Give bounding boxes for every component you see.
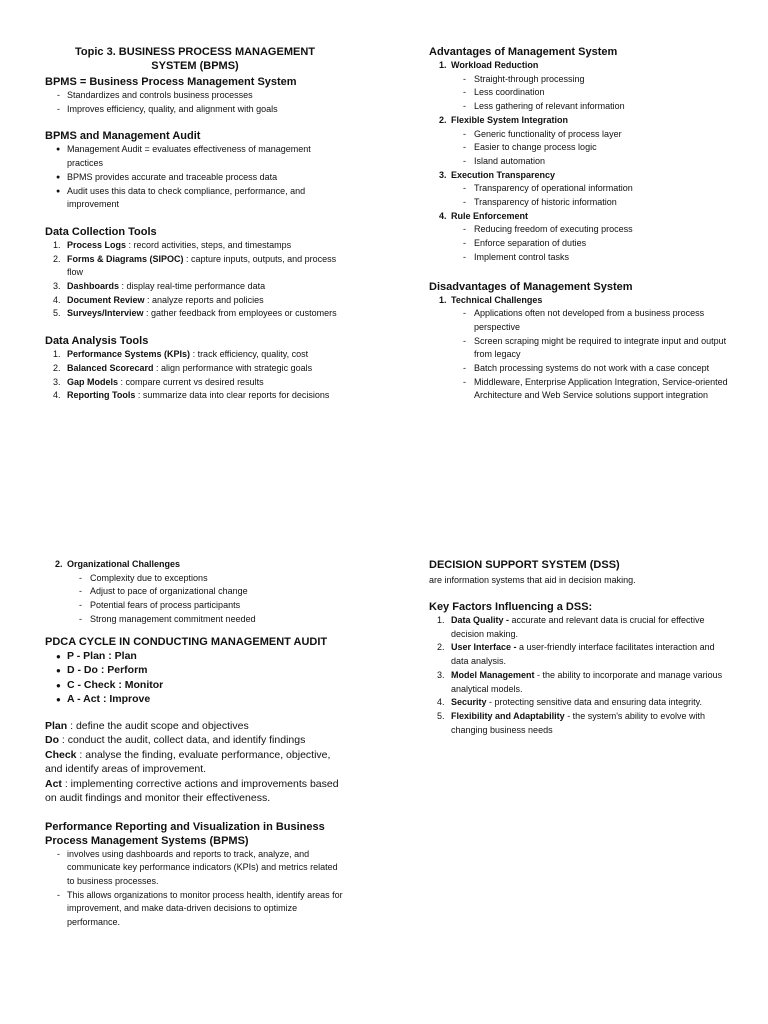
list-item: - Straight-through processing	[429, 73, 729, 87]
disadvantages-heading: Disadvantages of Management System	[429, 280, 633, 293]
pdca-definition: Do : conduct the audit, collect data, and identify findings	[45, 734, 306, 747]
data-collection-list	[45, 239, 345, 321]
list-item: 2. Balanced Scorecard : align performance with strategic goals	[53, 362, 313, 373]
list-item: 4. Reporting Tools : summarize data into clear reports for decisions	[53, 390, 330, 401]
list-item: 4. Document Review : analyze reports and policies	[53, 294, 264, 305]
list-item: - Island automation	[429, 155, 729, 169]
advantages-heading: Advantages of Management System	[429, 46, 618, 58]
pdca-definition: Plan : define the audit scope and objectives	[45, 719, 249, 732]
reporting-heading: Performance Reporting and Visualization in Business Process Management Systems (BPMS)	[45, 820, 325, 847]
list-item: 3. Gap Models : compare current vs desired results	[53, 376, 264, 387]
list-item: ● A - Act : Improve	[45, 692, 345, 707]
list-item: - Complexity due to exceptions	[45, 572, 345, 586]
pdca-list	[45, 649, 345, 707]
list-item: - Middleware, Enterprise Application Integration, Service-oriented Architecture and Web Service solutions support integration	[429, 376, 729, 403]
list-item: - Applications often not developed from a business process perspective	[429, 307, 729, 334]
key-factors-heading: Key Factors Influencing a DSS:	[429, 601, 593, 613]
list-item: 1. Data Quality - accurate and relevant data is crucial for effective decision making.	[437, 615, 705, 639]
pdca-definitions	[45, 719, 345, 806]
audit-list	[45, 143, 345, 212]
list-item: 1. Performance Systems (KPIs) : track efficiency, quality, cost	[53, 349, 309, 360]
advantage-group: 3. Execution Transparency - Transparency of operational information - Transparency of historic information	[429, 169, 729, 210]
list-item: 2. User Interface - a user-friendly interface facilitates interaction and data analysis.	[437, 642, 715, 667]
data-analysis-list	[45, 348, 345, 403]
list-item: - Reducing freedom of executing process	[429, 223, 729, 237]
bpms-definition-heading: BPMS = Business Process Management System	[45, 76, 297, 88]
advantage-group: 2. Flexible System Integration - Generic functionality of process layer - Easier to change process logic - Island automation	[429, 114, 729, 169]
list-item: ● C - Check : Monitor	[45, 678, 345, 693]
advantage-group: 1. Workload Reduction - Straight-through processing - Less coordination - Less gathering of relevant information	[429, 59, 729, 114]
list-item: - Less gathering of relevant information	[429, 100, 729, 114]
data-collection-heading: Data Collection Tools	[45, 225, 157, 238]
key-factors-list	[429, 614, 729, 737]
section-dss	[429, 558, 729, 737]
list-item: - Transparency of operational information	[429, 182, 729, 196]
list-item: ● Management Audit = evaluates effectiveness of management practices	[45, 143, 345, 170]
pdca-definition: Check : analyse the finding, evaluate performance, objective, and identify areas of improvement.	[45, 748, 331, 776]
dss-definition: are information systems that aid in decision making.	[429, 575, 636, 585]
section-pdca	[45, 558, 345, 930]
list-item: - Potential fears of process participants	[45, 599, 345, 613]
list-item: - Improves efficiency, quality, and alignment with goals	[45, 103, 345, 117]
list-item: ● P - Plan : Plan	[45, 649, 345, 664]
section-bpms	[45, 45, 345, 403]
list-item: ● Audit uses this data to check compliance, performance, and improvement	[45, 185, 345, 212]
list-item: 3. Model Management - the ability to incorporate and manage various analytical models.	[437, 669, 723, 694]
list-item: 3. Dashboards : display real-time performance data	[53, 281, 266, 292]
list-item: - Generic functionality of process layer	[429, 128, 729, 142]
section-advantages	[429, 45, 729, 403]
list-item: - Implement control tasks	[429, 251, 729, 265]
list-item: ● BPMS provides accurate and traceable process data	[45, 171, 345, 185]
bpms-definition-list	[45, 89, 345, 116]
list-item: - Enforce separation of duties	[429, 237, 729, 251]
list-item: - This allows organizations to monitor process health, identify areas for improvement, and make data-driven decisions to optimize performance.	[45, 889, 345, 930]
list-item: - Standardizes and controls business processes	[45, 89, 345, 103]
advantage-group: 4. Rule Enforcement - Reducing freedom of executing process - Enforce separation of duties - Implement control tasks	[429, 210, 729, 265]
page-title: Topic 3. BUSINESS PROCESS MANAGEMENT SYSTEM (BPMS)	[75, 46, 315, 72]
list-item: 1. Process Logs : record activities, steps, and timestamps	[53, 239, 292, 250]
organizational-challenges: 2. Organizational Challenges - Complexity due to exceptions - Adjust to pace of organizational change - Potential fears of process participants - Strong management commitment needed	[45, 558, 345, 627]
list-item: 2. Forms & Diagrams (SIPOC) : capture inputs, outputs, and process flow	[53, 253, 337, 278]
list-item: - Screen scraping might be required to integrate input and output from legacy	[429, 335, 729, 362]
list-item: - Adjust to pace of organizational change	[45, 585, 345, 599]
list-item: - Strong management commitment needed	[45, 613, 345, 627]
list-item: - Transparency of historic information	[429, 196, 729, 210]
list-item: 5. Flexibility and Adaptability - the system's ability to evolve with changing business needs	[437, 710, 705, 735]
pdca-definition: Act : implementing corrective actions and improvements based on audit findings and monitor their effectiveness.	[45, 777, 339, 805]
dss-heading: DECISION SUPPORT SYSTEM (DSS)	[429, 559, 620, 571]
list-item: 5. Surveys/Interview : gather feedback from employees or customers	[53, 308, 337, 319]
list-item: 4. Security - protecting sensitive data and ensuring data integrity.	[437, 697, 702, 708]
disadvantage-group: 1. Technical Challenges - Applications often not developed from a business process perspective - Screen scraping might be required to integrate input and output from legacy - Batch processing systems do not work with a case concept - Middleware, Enterprise Application Integration, Service-oriented Architecture and Web Service solutions support integration	[429, 294, 729, 404]
data-analysis-heading: Data Analysis Tools	[45, 335, 149, 348]
list-item: - Easier to change process logic	[429, 141, 729, 155]
reporting-list	[45, 848, 345, 930]
list-item: - Batch processing systems do not work with a case concept	[429, 362, 729, 376]
list-item: - involves using dashboards and reports to track, analyze, and communicate key performance indicators (KPIs) and metrics related to business processes.	[45, 848, 345, 889]
list-item: - Less coordination	[429, 86, 729, 100]
audit-heading: BPMS and Management Audit	[45, 130, 201, 143]
pdca-heading: PDCA CYCLE IN CONDUCTING MANAGEMENT AUDIT	[45, 635, 328, 648]
list-item: ● D - Do : Perform	[45, 663, 345, 678]
